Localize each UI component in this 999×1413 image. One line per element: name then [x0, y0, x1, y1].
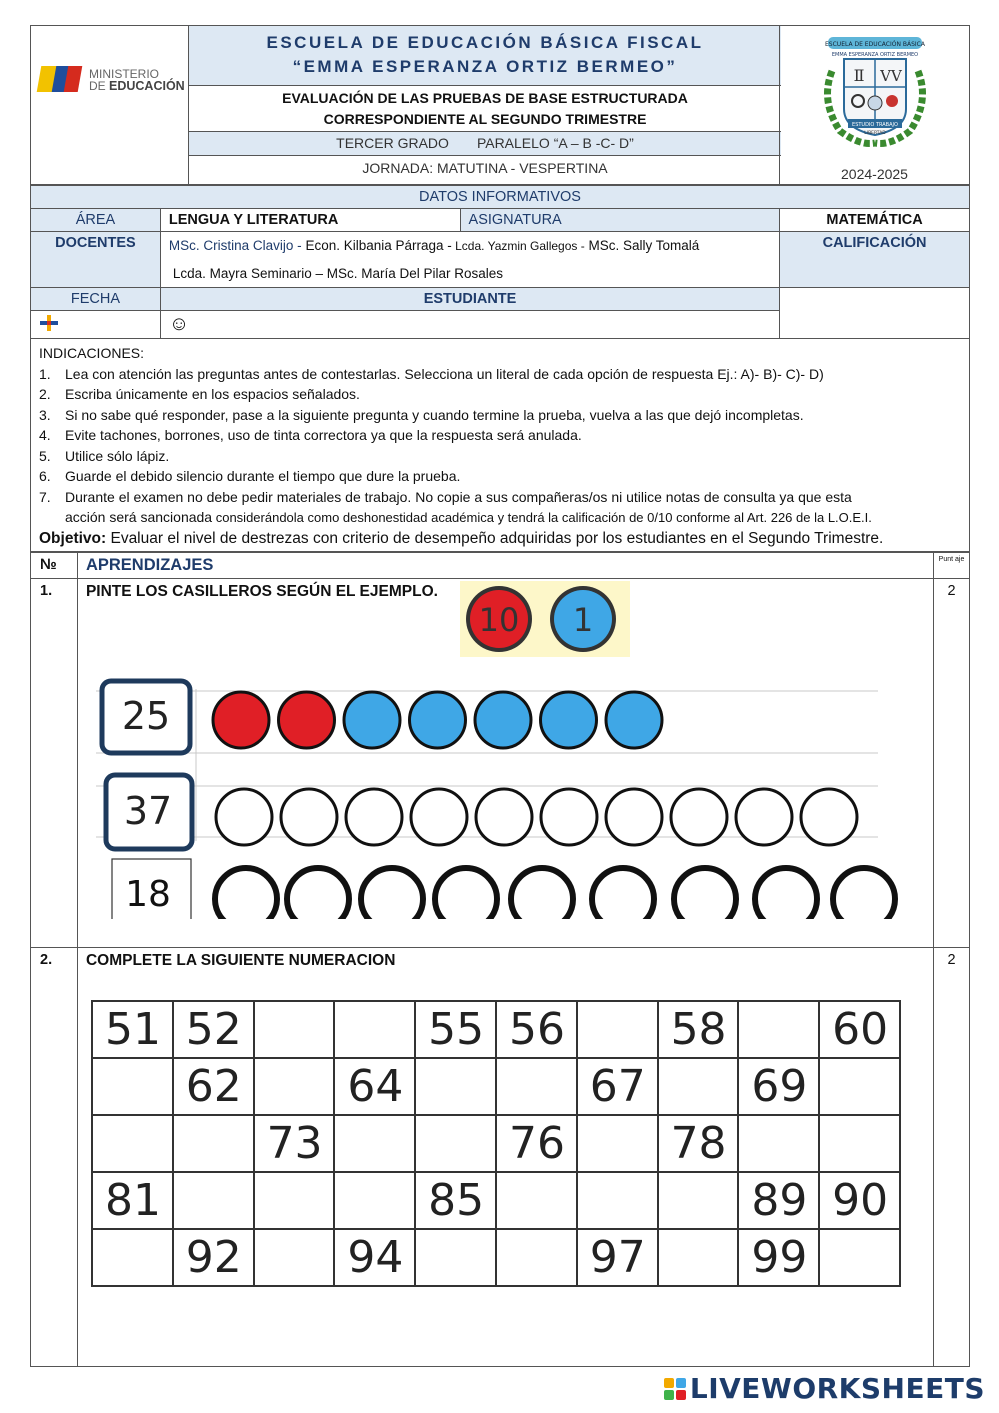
grid-cell-given: 76 [496, 1115, 577, 1172]
grid-cell-given: 52 [173, 1001, 254, 1058]
school-year: 2024-2025 [841, 166, 908, 182]
grid-cell-given: 85 [415, 1172, 496, 1229]
col-puntaje-header: Punt aje [934, 553, 970, 579]
fecha-field[interactable] [31, 311, 161, 339]
indicacion-item: 7. Durante el examen no debe pedir materiales de trabajo. No copie a sus compañeras/os ni utilice notas de consulta ya que esta [39, 488, 852, 505]
row1-number: 25 [121, 694, 171, 738]
paint-circle[interactable] [361, 868, 423, 919]
svg-text:Ⅱ: Ⅱ [853, 66, 864, 85]
paint-circle[interactable] [281, 789, 337, 845]
paint-circle[interactable] [511, 868, 573, 919]
grid-cell-given: 73 [254, 1115, 335, 1172]
example-circle-blue [344, 692, 400, 748]
grid-cell-blank[interactable] [415, 1229, 496, 1286]
q1-points: 2 [934, 579, 970, 948]
grid-cell-given: 64 [334, 1058, 415, 1115]
row1-circles [213, 692, 662, 748]
paralelo-label: PARALELO “A – B -C- D” [476, 135, 634, 151]
jornada-label: JORNADA: MATUTINA - VESPERTINA [362, 160, 608, 176]
calificacion-field[interactable] [780, 288, 970, 339]
example-circle-red [278, 692, 334, 748]
grid-cell-blank[interactable] [92, 1058, 173, 1115]
grid-cell-blank[interactable] [577, 1001, 658, 1058]
paint-circle[interactable] [671, 789, 727, 845]
docente-4: MSc. Sally Tomalá [584, 238, 700, 253]
paint-circle[interactable] [287, 868, 349, 919]
grid-cell-given: 94 [334, 1229, 415, 1286]
legend-one-label: 1 [572, 601, 594, 639]
docentes-label: DOCENTES [31, 232, 161, 288]
paint-circle[interactable] [606, 789, 662, 845]
grid-cell-blank[interactable] [819, 1115, 900, 1172]
grid-cell-given: 58 [658, 1001, 739, 1058]
grid-cell-blank[interactable] [415, 1115, 496, 1172]
questions-table [30, 552, 970, 1367]
example-circle-blue [540, 692, 596, 748]
paint-circle[interactable] [346, 789, 402, 845]
grid-cell-blank[interactable] [658, 1229, 739, 1286]
grid-cell-given: 62 [173, 1058, 254, 1115]
paint-circle[interactable] [755, 868, 817, 919]
grid-cell-blank[interactable] [92, 1115, 173, 1172]
indicaciones-block [30, 339, 970, 552]
grid-cell-blank[interactable] [738, 1115, 819, 1172]
indicacion-item: 3. Si no sabe qué responder, pase a la siguiente pregunta y cuando termine la prueba, vuelva a las que dejó incompletas. [39, 406, 804, 423]
grid-cell-blank[interactable] [254, 1172, 335, 1229]
grid-cell-blank[interactable] [334, 1172, 415, 1229]
paint-circle[interactable] [215, 868, 277, 919]
objetivo: Objetivo: Evaluar el nivel de destrezas con criterio de desempeño adquiridas por los estudiantes en el Segundo Trimestre. [39, 529, 884, 547]
grid-cell-blank[interactable] [658, 1172, 739, 1229]
row3-number: 18 [125, 874, 171, 915]
grid-cell-given: 92 [173, 1229, 254, 1286]
grid-cell-given: 90 [819, 1172, 900, 1229]
area-value: LENGUA Y LITERATURA [160, 209, 460, 232]
header [30, 25, 970, 185]
ministry-flag-icon [39, 62, 85, 98]
paint-circle[interactable] [736, 789, 792, 845]
indicaciones-title: INDICACIONES: [39, 345, 145, 361]
q2-title: COMPLETE LA SIGUIENTE NUMERACION [85, 952, 396, 969]
paint-circle[interactable] [833, 868, 895, 919]
row3-circles [215, 868, 895, 919]
section-title-datos: DATOS INFORMATIVOS [31, 186, 970, 209]
paint-circle[interactable] [541, 789, 597, 845]
paint-circle[interactable] [476, 789, 532, 845]
grid-cell-blank[interactable] [496, 1229, 577, 1286]
q1-title: PINTE LOS CASILLEROS SEGÚN EL EJEMPLO. [85, 583, 438, 600]
ministry-line1: MINISTERIO [89, 67, 160, 81]
grid-cell-given: 89 [738, 1172, 819, 1229]
date-picker-icon[interactable] [39, 314, 59, 332]
q1-content [77, 579, 933, 948]
paint-circle[interactable] [674, 868, 736, 919]
row2-number: 37 [123, 789, 173, 833]
docentes-list [160, 232, 779, 288]
area-label: ÁREA [31, 209, 161, 232]
indicacion-item: 4. Evite tachones, borrones, uso de tinta correctora ya que la respuesta será anulada. [39, 427, 582, 443]
paint-circle[interactable] [592, 868, 654, 919]
grid-cell-blank[interactable] [819, 1229, 900, 1286]
grid-cell-given: 60 [819, 1001, 900, 1058]
calificacion-label: CALIFICACIÓN [780, 232, 970, 288]
grid-cell-blank[interactable] [173, 1172, 254, 1229]
ministry-line2-prefix: DE [89, 79, 110, 93]
docente-1: MSc. Cristina Clavijo - [168, 238, 302, 253]
smiley-icon: ☺ [168, 313, 190, 335]
grid-cell-blank[interactable] [819, 1058, 900, 1115]
crest-arc-text: EMMA ESPERANZA ORTIZ BERMEO [831, 52, 918, 58]
indicacion-item: 2. Escriba únicamente en los espacios señalados. [39, 386, 360, 402]
grid-cell-blank[interactable] [254, 1229, 335, 1286]
svg-text:ESTUDIO TRABAJO [852, 122, 898, 128]
docente-3: Lcda. Yazmin Gallegos - [451, 239, 585, 253]
worksheet [30, 25, 970, 1367]
eval-title-line1: EVALUACIÓN DE LAS PRUEBAS DE BASE ESTRUCTURADA [282, 90, 688, 106]
grid-cell-given: 67 [577, 1058, 658, 1115]
ministry-line2-bold: EDUCACIÓN [109, 79, 185, 93]
grid-cell-blank[interactable] [496, 1058, 577, 1115]
grid-cell-blank[interactable] [334, 1001, 415, 1058]
q2-content [77, 948, 933, 1367]
liveworksheets-logo-icon [664, 1378, 686, 1400]
grid-cell-given: 97 [577, 1229, 658, 1286]
school-crest-cell [779, 26, 969, 184]
paint-circle[interactable] [435, 868, 497, 919]
grid-cell-given: 81 [92, 1172, 173, 1229]
school-name-line1: ESCUELA DE EDUCACIÓN BÁSICA FISCAL [266, 33, 704, 52]
grid-cell-blank[interactable] [254, 1001, 335, 1058]
grid-cell-given: 51 [92, 1001, 173, 1058]
school-name-line2: “EMMA ESPERANZA ORTIZ BERMEO” [292, 57, 678, 76]
school-crest-icon [810, 31, 940, 151]
grade-label: TERCER GRADO [336, 135, 449, 151]
grid-cell-blank[interactable] [92, 1229, 173, 1286]
grid-cell-given: 78 [658, 1115, 739, 1172]
grid-cell-blank[interactable] [577, 1172, 658, 1229]
grid-cell-given: 56 [496, 1001, 577, 1058]
indicacion-item-continued: acción será sancionada considerándola como deshonestidad académica y tendrá la calificación de 0/10 conforme al Art. 226 de la L.O.E.I. [65, 509, 872, 525]
q1-number: 1. [31, 579, 78, 948]
q2-points: 2 [934, 948, 970, 1367]
grid-cell-given: 99 [738, 1229, 819, 1286]
example-circle-red [213, 692, 269, 748]
grid-cell-given: 55 [415, 1001, 496, 1058]
svg-text:VV: VV [879, 67, 902, 85]
header-title-block [189, 26, 781, 184]
grid-cell-blank[interactable] [738, 1001, 819, 1058]
indicacion-item: 1. Lea con atención las preguntas antes de contestarlas. Selecciona un literal de cada opción de respuesta Ej.: A)- B)- C)- D) [39, 365, 824, 382]
col-num-header: № [31, 553, 78, 579]
indicacion-item: 6. Guarde el debido silencio durante el tiempo que dure la prueba. [39, 468, 461, 484]
paint-circle[interactable] [801, 789, 857, 845]
docentes-line2: Lcda. Mayra Seminario – MSc. María Del Pilar Rosales [172, 266, 504, 281]
example-circle-blue [475, 692, 531, 748]
info-table [30, 185, 970, 339]
number-grid [91, 1000, 901, 1287]
grid-cell-blank[interactable] [173, 1115, 254, 1172]
ministry-logo [39, 62, 185, 98]
col-aprendizajes-header: APRENDIZAJES [77, 553, 933, 579]
estudiante-label: ESTUDIANTE [160, 288, 779, 311]
crest-motto-2: TRABAJO [875, 122, 898, 128]
q2-number: 2. [31, 948, 78, 1367]
asignatura-label: ASIGNATURA [460, 209, 780, 232]
q1-exercise [78, 579, 933, 919]
docente-2: Econ. Kilbania Párraga - [301, 238, 452, 253]
crest-motto-3: LIBERTAD [863, 131, 886, 136]
grid-cell-blank[interactable] [577, 1115, 658, 1172]
paint-circle[interactable] [216, 789, 272, 845]
example-circle-blue [409, 692, 465, 748]
grid-cell-blank[interactable] [254, 1058, 335, 1115]
indicacion-item: 5. Utilice sólo lápiz. [39, 447, 170, 464]
grid-cell-blank[interactable] [658, 1058, 739, 1115]
brand-text: LIVEWORKSHEETS [689, 1372, 985, 1405]
fecha-label: FECHA [31, 288, 161, 311]
grid-cell-blank[interactable] [496, 1172, 577, 1229]
paint-circle[interactable] [411, 789, 467, 845]
asignatura-value: MATEMÁTICA [780, 209, 970, 232]
crest-motto-1: ESTUDIO [851, 122, 874, 128]
ministry-logo-cell [31, 26, 189, 184]
grid-cell-blank[interactable] [334, 1115, 415, 1172]
example-circle-blue [606, 692, 662, 748]
legend-ten-label: 10 [478, 601, 520, 639]
grid-cell-blank[interactable] [415, 1058, 496, 1115]
crest-top-text: ESCUELA DE EDUCACIÓN BÁSICA [824, 41, 925, 48]
liveworksheets-brand [664, 1372, 985, 1405]
estudiante-field[interactable] [160, 311, 779, 339]
eval-title-line2: CORRESPONDIENTE AL SEGUNDO TRIMESTRE [323, 111, 647, 127]
grid-cell-given: 69 [738, 1058, 819, 1115]
